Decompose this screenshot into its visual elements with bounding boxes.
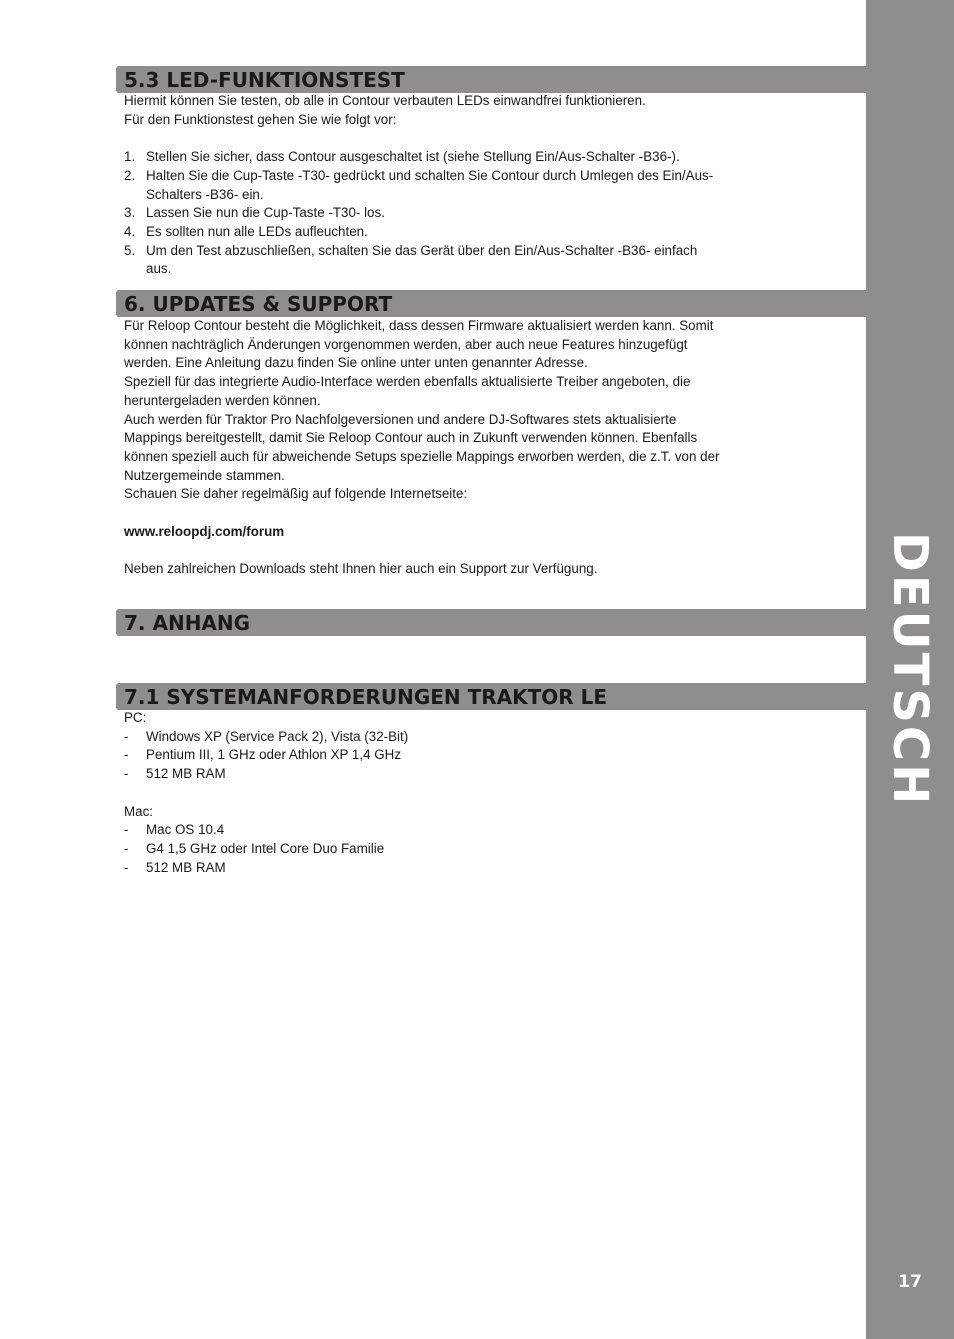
list-item-text: G4 1,5 GHz oder Intel Core Duo Familie [146, 840, 385, 856]
intro-line: Für den Funktionstest gehen Sie wie folgt vor: [124, 111, 397, 127]
list-item-text: Windows XP (Service Pack 2), Vista (32-Bit) [146, 728, 409, 744]
list-item [124, 765, 804, 784]
section-header-6 [116, 290, 866, 317]
list-number: 2. [124, 167, 136, 183]
body-line: Mappings bereitgestellt, damit Sie Reloop Contour auch in Zukunft verwenden können. Ebenfalls [124, 430, 698, 446]
list-item [124, 242, 804, 279]
section-title-7-1: 7.1 SYSTEMANFORDERUNGEN TRAKTOR LE [124, 685, 608, 709]
bullet: - [124, 859, 129, 875]
list-item [124, 167, 804, 204]
list-number: 5. [124, 242, 136, 258]
section-header-5-3 [116, 66, 866, 93]
list-item [124, 840, 804, 859]
section-title-5-3: 5.3 LED-FUNKTIONSTEST [124, 68, 405, 92]
body-line: können nachträglich Änderungen vorgenommen werden, aber auch neue Features hinzugefügt [124, 336, 688, 352]
list-item-text: Mac OS 10.4 [146, 822, 225, 838]
bullet: - [124, 822, 129, 838]
list-item-text: Lassen Sie nun die Cup-Taste -T30- los. [146, 205, 385, 221]
intro-line: Hiermit können Sie testen, ob alle in Contour verbauten LEDs einwandfrei funktionieren. [124, 93, 646, 108]
support-url[interactable]: www.reloopdj.com/forum [124, 523, 285, 539]
list-item-text: 512 MB RAM [146, 766, 226, 782]
list-item [124, 223, 804, 242]
body-line: werden. Eine Anleitung dazu finden Sie online unter unten genannter Adresse. [124, 355, 588, 371]
body-line: heruntergeladen werden können. [124, 392, 321, 408]
section-body-7-1 [124, 709, 804, 877]
list-item-text: Schalters -B36- ein. [146, 186, 264, 202]
list-item [124, 746, 804, 765]
bullet: - [124, 840, 129, 856]
body-line: Nutzergemeinde stammen. [124, 467, 285, 483]
bullet: - [124, 766, 129, 782]
list-number: 4. [124, 223, 136, 239]
section-title-7: 7. ANHANG [124, 611, 251, 635]
bullet: - [124, 747, 129, 763]
list-item-text: Um den Test abzuschließen, schalten Sie das Gerät über den Ein/Aus-Schalter -B36- einfach [146, 242, 698, 258]
body-line: Schauen Sie daher regelmäßig auf folgende Internetseite: [124, 486, 468, 502]
list-item-text: 512 MB RAM [146, 859, 226, 875]
section-header-7 [116, 609, 866, 636]
language-label: DEUTSCH [882, 532, 938, 808]
list-item [124, 204, 804, 223]
list-item-text: Stellen Sie sicher, dass Contour ausgeschaltet ist (siehe Stellung Ein/Aus-Schalter -B36-). [146, 149, 680, 165]
section-header-7-1 [116, 683, 866, 710]
language-tab [866, 532, 954, 808]
body-line: Speziell für das integrierte Audio-Interface werden ebenfalls aktualisierte Treiber angeboten, die [124, 374, 691, 390]
body-line: Auch werden für Traktor Pro Nachfolgeversionen und andere DJ-Softwares stets aktualisierte [124, 411, 677, 427]
list-item [124, 728, 804, 747]
section-body-6 [124, 317, 804, 579]
body-line: können speziell auch für abweichende Setups spezielle Mappings erworben werden, die z.T. von der [124, 448, 720, 464]
list-item-text: Halten Sie die Cup-Taste -T30- gedrückt und schalten Sie Contour durch Umlegen des Ein/Aus- [146, 167, 714, 183]
list-item-text: Pentium III, 1 GHz oder Athlon XP 1,4 GHz [146, 747, 402, 763]
page-number: 17 [898, 1272, 922, 1292]
list-item-text: aus. [146, 261, 172, 277]
list-item [124, 821, 804, 840]
list-number: 1. [124, 149, 136, 165]
list-number: 3. [124, 205, 136, 221]
section-body-5-3 [124, 92, 804, 279]
pc-label: PC: [124, 710, 147, 725]
list-item [124, 148, 804, 167]
list-item [124, 859, 804, 878]
section-title-6: 6. UPDATES & SUPPORT [124, 292, 393, 316]
body-line: Für Reloop Contour besteht die Möglichkeit, dass dessen Firmware aktualisiert werden kann. Somit [124, 318, 714, 333]
mac-label: Mac: [124, 803, 154, 819]
list-item-text: Es sollten nun alle LEDs aufleuchten. [146, 223, 368, 239]
closing-line: Neben zahlreichen Downloads steht Ihnen hier auch ein Support zur Verfügung. [124, 561, 598, 577]
bullet: - [124, 728, 129, 744]
